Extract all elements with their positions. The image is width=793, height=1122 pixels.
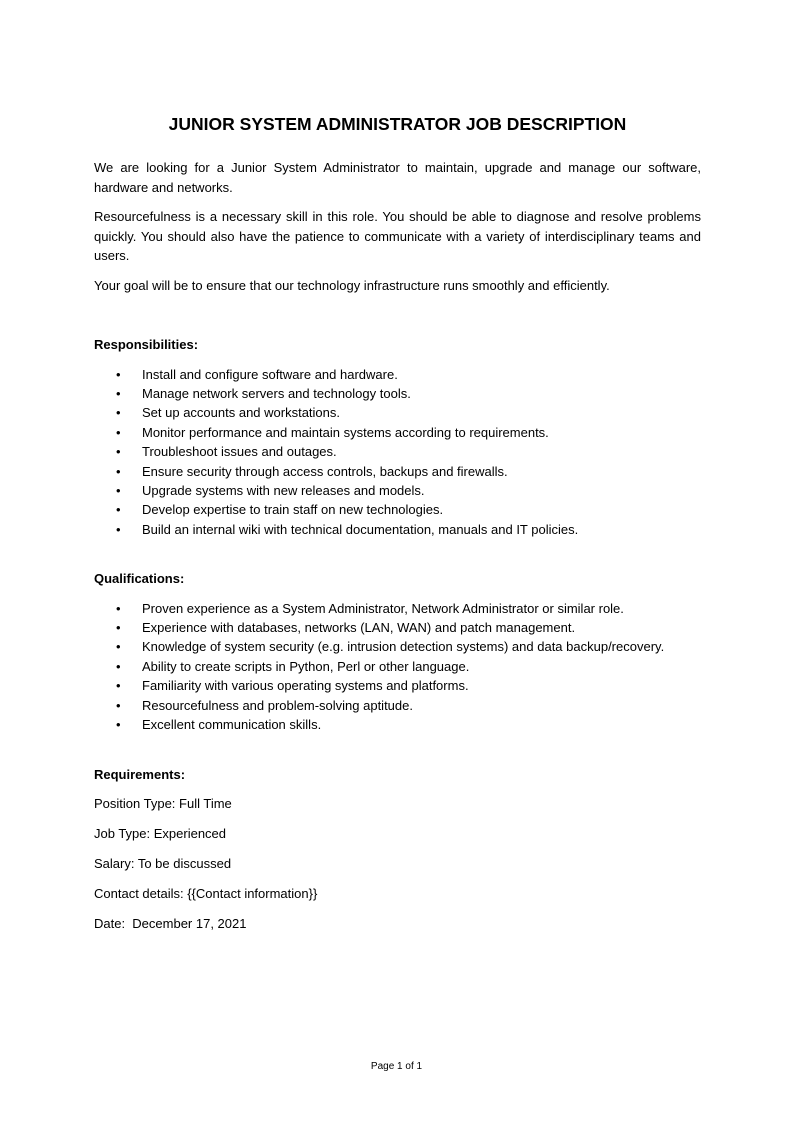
list-item-text: Ensure security through access controls, backups and firewalls. bbox=[142, 463, 508, 479]
page-number-footer: Page 1 of 1 bbox=[370, 1061, 423, 1072]
list-item-text: Manage network servers and technology tools. bbox=[142, 385, 411, 401]
bullet-icon: • bbox=[116, 502, 121, 518]
list-item bbox=[94, 365, 701, 384]
list-item-text: Troubleshoot issues and outages. bbox=[142, 444, 337, 460]
bullet-icon: • bbox=[116, 424, 121, 440]
list-item-text: Proven experience as a System Administrator, Network Administrator or similar role. bbox=[142, 600, 624, 616]
list-item-text: Ability to create scripts in Python, Perl or other language. bbox=[142, 658, 470, 674]
list-item-text: Upgrade systems with new releases and models. bbox=[142, 482, 425, 498]
list-item bbox=[94, 403, 701, 422]
bullet-icon: • bbox=[116, 463, 121, 479]
list-item-text: Excellent communication skills. bbox=[142, 717, 322, 733]
list-item bbox=[94, 599, 701, 618]
date: Date: December 17, 2021 bbox=[94, 916, 247, 931]
list-item-text: Monitor performance and maintain systems according to requirements. bbox=[142, 424, 549, 440]
list-item bbox=[94, 481, 701, 500]
bullet-icon: • bbox=[116, 658, 121, 674]
responsibilities-heading: Responsibilities: bbox=[94, 337, 199, 352]
list-item bbox=[94, 696, 701, 715]
bullet-icon: • bbox=[116, 444, 121, 460]
responsibilities-list bbox=[94, 365, 701, 540]
bullet-icon: • bbox=[116, 678, 121, 694]
bullet-icon: • bbox=[116, 717, 121, 733]
bullet-icon: • bbox=[116, 620, 121, 636]
qualifications-list bbox=[94, 599, 701, 735]
list-item bbox=[94, 423, 701, 442]
list-item-text: Resourcefulness and problem-solving aptitude. bbox=[142, 697, 413, 713]
list-item-text: Develop expertise to train staff on new technologies. bbox=[142, 502, 444, 518]
list-item bbox=[94, 520, 701, 539]
list-item-text: Familiarity with various operating systems and platforms. bbox=[142, 678, 469, 694]
bullet-icon: • bbox=[116, 639, 121, 655]
bullet-icon: • bbox=[116, 385, 121, 401]
list-item-text: Experience with databases, networks (LAN, WAN) and patch management. bbox=[142, 620, 576, 636]
list-item bbox=[94, 462, 701, 481]
bullet-icon: • bbox=[116, 482, 121, 498]
bullet-icon: • bbox=[116, 521, 121, 537]
intro-paragraph: Resourcefulness is a necessary skill in this role. You should be able to diagnose and resolve problems quickly. You should also have the patience to communicate with a variety of interdisciplinary teams and users. bbox=[94, 209, 701, 263]
list-item-text: Install and configure software and hardware. bbox=[142, 366, 398, 382]
qualifications-heading: Qualifications: bbox=[94, 571, 185, 587]
list-item-text: Build an internal wiki with technical documentation, manuals and IT policies. bbox=[142, 521, 579, 537]
job-type: Job Type: Experienced bbox=[94, 826, 227, 841]
list-item bbox=[94, 384, 701, 403]
list-item bbox=[94, 637, 701, 656]
bullet-icon: • bbox=[116, 405, 121, 421]
list-item bbox=[94, 676, 701, 695]
list-item bbox=[94, 500, 701, 519]
bullet-icon: • bbox=[116, 697, 121, 713]
document-title: JUNIOR SYSTEM ADMINISTRATOR JOB DESCRIPTION bbox=[168, 114, 627, 134]
requirements-heading: Requirements: bbox=[94, 766, 186, 782]
list-item bbox=[94, 715, 701, 734]
list-item bbox=[94, 618, 701, 637]
list-item bbox=[94, 657, 701, 676]
salary: Salary: To be discussed bbox=[94, 856, 232, 871]
list-item-text: Knowledge of system security (e.g. intrusion detection systems) and data backup/recovery. bbox=[142, 639, 665, 655]
bullet-icon: • bbox=[116, 600, 121, 616]
intro-paragraph: Your goal will be to ensure that our technology infrastructure runs smoothly and efficiently. bbox=[94, 277, 610, 293]
bullet-icon: • bbox=[116, 366, 121, 382]
contact-details: Contact details: {{Contact information}} bbox=[94, 886, 318, 901]
position-type: Position Type: Full Time bbox=[94, 796, 232, 811]
document-body bbox=[94, 112, 701, 944]
list-item bbox=[94, 442, 701, 461]
list-item-text: Set up accounts and workstations. bbox=[142, 405, 341, 421]
intro-paragraph: We are looking for a Junior System Administrator to maintain, upgrade and manage our software, hardware and networks. bbox=[94, 160, 701, 195]
